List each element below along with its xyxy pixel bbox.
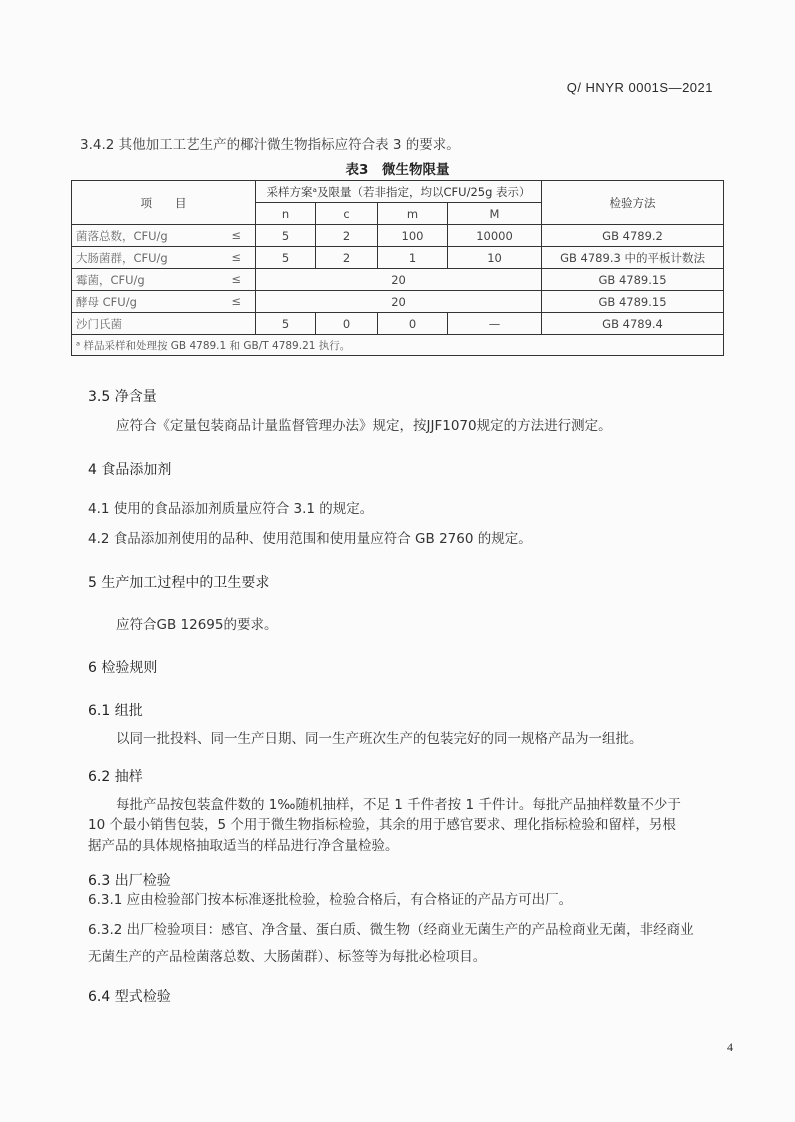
page-number: 4: [727, 1040, 733, 1054]
table-note-row: [72, 335, 724, 356]
table-row: [72, 291, 724, 313]
row-item: [72, 269, 256, 291]
row-method: GB 4789.3 中的平板计数法: [542, 247, 724, 269]
table-row: [72, 269, 724, 291]
row-M: —: [448, 313, 542, 335]
le-symbol: ≤: [231, 271, 241, 286]
row-item-label: 霉菌，CFU/g: [76, 272, 145, 287]
table-caption: 表3 微生物限量: [345, 162, 450, 178]
table-row: [72, 225, 724, 247]
row-m: 100: [378, 225, 448, 247]
row-n: 5: [256, 247, 316, 269]
row-method: GB 4789.2: [542, 225, 724, 247]
row-M: 10: [448, 247, 542, 269]
sec-6-2-line3: 据产品的具体规格抽取适当的样品进行净含量检验。: [88, 838, 399, 854]
col-method-header: 检验方法: [542, 181, 724, 225]
sec-6-3-1-text: 6.3.1 应由检验部门按本标准逐批检验，检验合格后，有合格证的产品方可出厂。: [88, 892, 573, 908]
le-symbol: ≤: [231, 227, 241, 242]
sec-6-3-heading: 6.3 出厂检验: [88, 873, 171, 889]
table-row: [72, 247, 724, 269]
sub-n: n: [256, 203, 316, 225]
sec-6-2-line2: 10 个最小销售包装，5 个用于微生物指标检验，其余的用于感官要求、理化指标检验和留样，另根: [88, 817, 676, 833]
sec-6-1-text: 以同一批投料、同一生产日期、同一生产班次生产的包装完好的同一规格产品为一组批。: [116, 731, 643, 747]
sub-M: M: [448, 203, 542, 225]
row-n: 5: [256, 313, 316, 335]
sub-m: m: [378, 203, 448, 225]
sec-6-2-heading: 6.2 抽样: [88, 769, 143, 785]
sec-3-5-text: 应符合《定量包装商品计量监督管理办法》规定，按JJF1070规定的方法进行测定。: [116, 418, 612, 434]
table-row: [72, 313, 724, 335]
sec-5-heading: 5 生产加工过程中的卫生要求: [88, 575, 270, 591]
table-note: ᵃ 样品采样和处理按 GB 4789.1 和 GB/T 4789.21 执行。: [72, 335, 724, 356]
sec-6-4-heading: 6.4 型式检验: [88, 989, 171, 1005]
le-symbol: ≤: [231, 249, 241, 264]
row-M: 10000: [448, 225, 542, 247]
sec-6-3-2-line1: 6.3.2 出厂检验项目：感官、净含量、蛋白质、微生物（经商业无菌生产的产品检商业无菌，非经商业: [88, 922, 694, 938]
sub-c: c: [316, 203, 378, 225]
row-m: 0: [378, 313, 448, 335]
table-header-row: [72, 181, 724, 203]
le-symbol: ≤: [231, 293, 241, 308]
sec-6-1-heading: 6.1 组批: [88, 703, 143, 719]
row-item: [72, 225, 256, 247]
sec-6-2-line1: 每批产品按包装盒件数的 1‰随机抽样，不足 1 千件者按 1 千件计。每批产品抽样数量不少于: [116, 797, 681, 813]
row-item: [72, 313, 256, 335]
sec-4-1-text: 4.1 使用的食品添加剂质量应符合 3.1 的规定。: [88, 501, 374, 517]
clause-3-4-2: 3.4.2 其他加工工艺生产的椰汁微生物指标应符合表 3 的要求。: [80, 137, 460, 153]
sec-4-heading: 4 食品添加剂: [88, 462, 172, 478]
row-c: 2: [316, 225, 378, 247]
sec-6-3-2-line2: 无菌生产的产品检菌落总数、大肠菌群）、标签等为每批必检项目。: [88, 949, 487, 965]
row-item-label: 大肠菌群，CFU/g: [76, 250, 168, 265]
row-method: GB 4789.4: [542, 313, 724, 335]
row-item: [72, 291, 256, 313]
row-limit: 20: [256, 269, 542, 291]
microbial-limits-table: [71, 180, 724, 356]
row-c: 0: [316, 313, 378, 335]
standard-code: Q/ HNYR 0001S—2021: [566, 80, 713, 95]
col-item-header: 项 目: [72, 181, 256, 225]
row-item-label: 菌落总数，CFU/g: [76, 228, 168, 243]
row-item-label: 沙门氏菌: [76, 316, 122, 331]
sec-6-heading: 6 检验规则: [88, 660, 158, 676]
sec-4-2-text: 4.2 食品添加剂使用的品种、使用范围和使用量应符合 GB 2760 的规定。: [88, 531, 532, 547]
row-c: 2: [316, 247, 378, 269]
row-item-label: 酵母 CFU/g: [76, 294, 137, 309]
sec-3-5-heading: 3.5 净含量: [88, 389, 157, 405]
row-method: GB 4789.15: [542, 291, 724, 313]
sec-5-text: 应符合GB 12695的要求。: [116, 617, 278, 633]
row-n: 5: [256, 225, 316, 247]
col-sampling-header: 采样方案ᵃ及限量（若非指定，均以CFU/25g 表示）: [256, 181, 542, 203]
row-item: [72, 247, 256, 269]
row-limit: 20: [256, 291, 542, 313]
row-m: 1: [378, 247, 448, 269]
row-method: GB 4789.15: [542, 269, 724, 291]
